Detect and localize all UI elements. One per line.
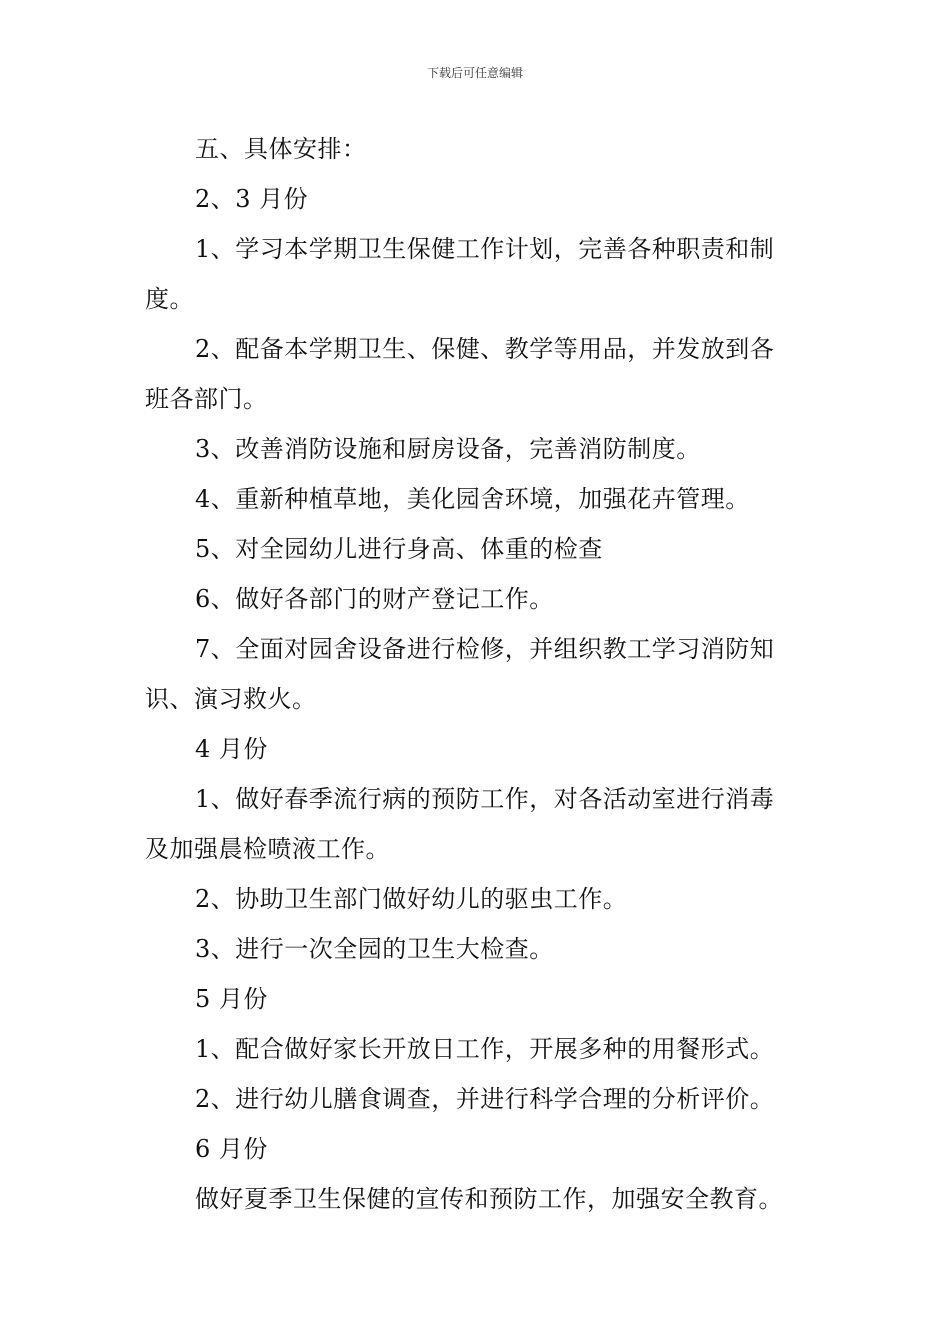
- paragraph-line: 7、全面对园舍设备进行检修，并组织教工学习消防知: [195, 635, 775, 663]
- paragraph-line: 3、进行一次全园的卫生大检查。: [195, 935, 554, 963]
- paragraph-line: 1、学习本学期卫生保健工作计划，完善各种职责和制: [195, 235, 775, 263]
- month-heading-mar: 2、3 月份: [195, 185, 309, 213]
- paragraph-line: 2、配备本学期卫生、保健、教学等用品，并发放到各: [195, 335, 775, 363]
- paragraph-line: 度。: [145, 285, 194, 313]
- paragraph-line: 2、协助卫生部门做好幼儿的驱虫工作。: [195, 885, 628, 913]
- paragraph-line: 及加强晨检喷液工作。: [145, 835, 390, 863]
- paragraph-line: 5、对全园幼儿进行身高、体重的检查: [195, 535, 603, 563]
- month-heading-jun: 6 月份: [195, 1135, 268, 1163]
- paragraph-line: 班各部门。: [145, 385, 268, 413]
- paragraph-line: 1、做好春季流行病的预防工作，对各活动室进行消毒: [195, 785, 775, 813]
- paragraph-line: 2、进行幼儿膳食调查，并进行科学合理的分析评价。: [195, 1085, 775, 1113]
- paragraph-line: 6、做好各部门的财产登记工作。: [195, 585, 554, 613]
- paragraph-line: 识、演习救火。: [145, 685, 317, 713]
- paragraph-line: 3、改善消防设施和厨房设备，完善消防制度。: [195, 435, 701, 463]
- paragraph-line: 1、配合做好家长开放日工作，开展多种的用餐形式。: [195, 1035, 775, 1063]
- document-body: [145, 124, 809, 1224]
- paragraph-line: 4、重新种植草地，美化园舍环境，加强花卉管理。: [195, 485, 750, 513]
- page-header: 下载后可任意编辑: [426, 66, 523, 80]
- month-heading-apr: 4 月份: [195, 735, 268, 763]
- section-heading: 五、具体安排：: [195, 135, 367, 163]
- paragraph-line: 做好夏季卫生保健的宣传和预防工作，加强安全教育。: [195, 1185, 783, 1213]
- month-heading-may: 5 月份: [195, 985, 268, 1013]
